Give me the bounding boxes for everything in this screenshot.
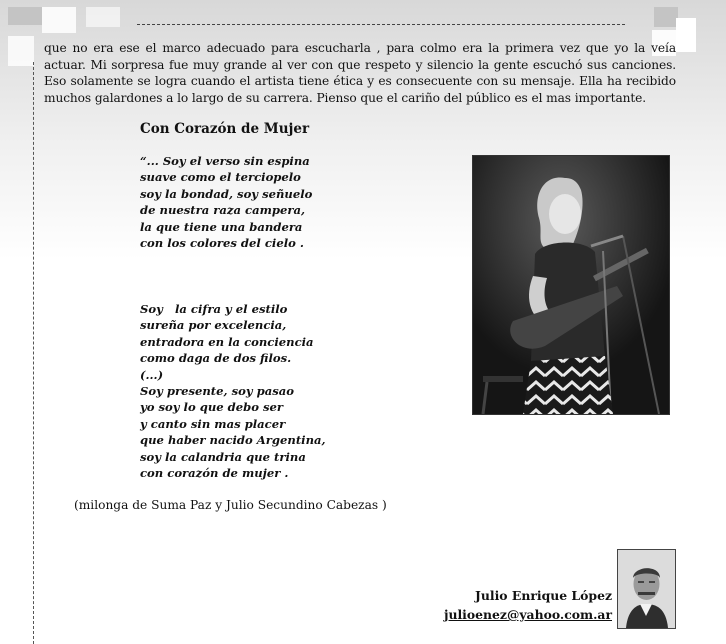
poem-line: como daga de dos filos. xyxy=(140,351,292,366)
poem-line: con corazón de mujer . xyxy=(140,466,289,481)
poem-line: con los colores del cielo . xyxy=(140,236,304,251)
poem-line: entradora en la conciencia xyxy=(140,334,314,349)
poem-line: (...) xyxy=(140,367,164,382)
performer-photo xyxy=(472,155,670,415)
poem-line: que haber nacido Argentina, xyxy=(140,433,326,448)
poem-line: la que tiene una bandera xyxy=(140,219,303,234)
author-avatar xyxy=(617,549,676,629)
poem-line: Soy la cifra y el estilo xyxy=(140,302,288,316)
corner-block-white xyxy=(42,7,76,33)
poem-line: “... Soy el verso sin espina xyxy=(140,154,310,168)
poem-line: yo soy lo que debo ser xyxy=(140,400,284,415)
poem-stanza-2 xyxy=(140,301,326,481)
poem-line: sureña por excelencia, xyxy=(140,318,287,333)
poem-line: Soy presente, soy pasao xyxy=(140,384,295,399)
author-email-link[interactable]: julioenez@yahoo.com.ar xyxy=(443,607,612,622)
corner-block-white xyxy=(8,36,34,66)
poem-stanza-1 xyxy=(140,153,312,251)
poem-line: soy la calandria que trina xyxy=(140,449,306,464)
corner-block-white xyxy=(86,7,120,27)
article-paragraph: que no era ese el marco adecuado para escucharla , para colmo era la primera vez que yo la veía actuar. Mi sorpresa fue muy grande al ver con que respeto y silencio la gente escuchó sus canciones. Eso solamente se logra cuando el artista tiene ética y es consecuente con su mensaje. Ella ha recibido muchos galardones a lo largo de su carrera. Pienso que el cariño del público es el mas importante. xyxy=(44,41,676,105)
poem-title: Con Corazón de Mujer xyxy=(140,121,310,137)
poem-line: y canto sin mas placer xyxy=(140,416,286,431)
author-name: Julio Enrique López xyxy=(475,588,612,603)
poem-credit: (milonga de Suma Paz y Julio Secundino Cabezas ) xyxy=(74,498,387,512)
poem-line: de nuestra raza campera, xyxy=(140,203,306,218)
corner-block-grey xyxy=(654,7,678,27)
poem-line: soy la bondad, soy señuelo xyxy=(140,186,313,201)
corner-block-white xyxy=(676,18,696,52)
poem-line: suave como el terciopelo xyxy=(140,170,301,185)
corner-block-grey xyxy=(8,7,42,25)
side-dashed-rule xyxy=(33,62,34,644)
top-dashed-rule xyxy=(137,24,625,25)
author-signature xyxy=(444,587,612,623)
